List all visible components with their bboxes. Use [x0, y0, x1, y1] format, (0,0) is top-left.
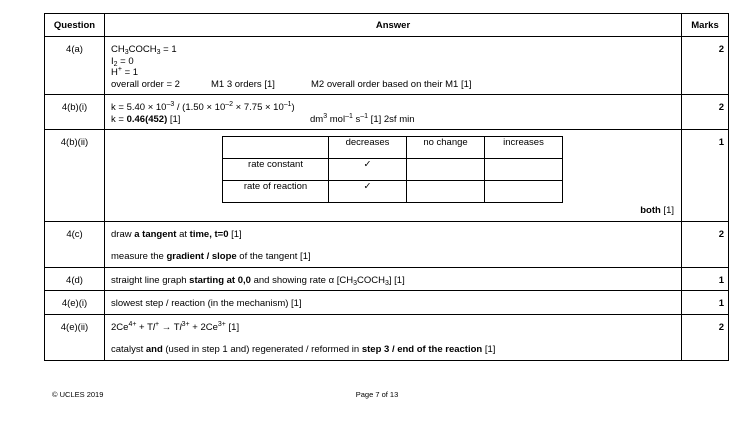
answer-line: $k = 5.40 \times 10^{-3} / (1.50 \times 10^{-2} \times 7.75 \times 10^{-1})$ [111, 101, 295, 113]
marks-value: 2 [682, 221, 729, 267]
answer-cell [105, 267, 682, 291]
table-row [45, 221, 729, 267]
table-row [45, 130, 729, 222]
effect-table [222, 136, 563, 203]
question-number: 4(c) [45, 221, 105, 267]
answer-line: catalyst and (used in step 1 and) regenerated / reformed in step 3 / end of the reaction [1] [111, 344, 496, 355]
header-marks: Marks [682, 14, 729, 37]
answer-cell [105, 221, 682, 267]
marks-value: 1 [682, 267, 729, 291]
header-question: Question [45, 14, 105, 37]
copyright: © UCLES 2019 [52, 390, 104, 399]
answer-line: k = 0.46(452) [1] $dm^3$ mol$^{-1}$ $s^{-1}$ [1] 2sf min [111, 112, 415, 125]
answer-line: $CH_3COCH_3 = 1$ [111, 44, 177, 56]
answer-line: H+ = 1 [111, 66, 139, 78]
col-increases: increases [485, 137, 563, 159]
col-decreases: decreases [329, 137, 407, 159]
marks-value: 1 [682, 130, 729, 222]
answer-line: straight line graph starting at 0,0 and showing rate α $[CH_3COCH_3]$ [1] [111, 274, 405, 287]
question-number: 4(b)(i) [45, 95, 105, 130]
question-number: 4(e)(i) [45, 291, 105, 315]
answer-cell [105, 95, 682, 130]
check-mark: ✓ [329, 159, 407, 181]
answer-line: measure the gradient / slope of the tangent [1] [111, 251, 311, 262]
table-row [45, 314, 729, 360]
answer-line: draw a tangent at time, t=0 [1] [111, 228, 242, 240]
answer-cell [105, 130, 682, 222]
row-label-rate-constant: rate constant [223, 159, 329, 181]
table-row [45, 267, 729, 291]
header-row [45, 14, 729, 37]
answer-cell [105, 314, 682, 360]
answer-cell [105, 291, 682, 315]
answer-cell [105, 37, 682, 95]
question-number: 4(b)(ii) [45, 130, 105, 222]
mark-scheme-table [44, 13, 729, 361]
question-number: 4(e)(ii) [45, 314, 105, 360]
table-row [45, 95, 729, 130]
page-number: Page 7 of 13 [355, 390, 399, 399]
answer-line: $I_2 = 0$ [111, 55, 134, 68]
both-mark: both [1] [640, 205, 674, 216]
marks-value: 1 [682, 291, 729, 315]
table-row [45, 37, 729, 95]
question-number: 4(d) [45, 267, 105, 291]
answer-line: $2Ce^{4+} + Tl^+ \to Tl^{3+} + 2Ce^{3+}$ [1] [111, 320, 240, 333]
col-no-change: no change [407, 137, 485, 159]
marks-value: 2 [682, 95, 729, 130]
table-row [45, 291, 729, 315]
header-answer: Answer [105, 14, 682, 37]
question-number: 4(a) [45, 37, 105, 95]
units: $dm^3$ mol$^{-1}$ $s^{-1}$ [1] 2sf min [310, 112, 415, 125]
marks-value: 2 [682, 37, 729, 95]
row-label-rate-of-reaction: rate of reaction [223, 181, 329, 203]
answer-line: slowest step / reaction (in the mechanism) [1] [111, 298, 302, 309]
marks-value: 2 [682, 314, 729, 360]
answer-line: overall order = 2 M1 3 orders [1] M2 overall order based on their M1 [1] [111, 78, 472, 90]
check-mark: ✓ [329, 181, 407, 203]
